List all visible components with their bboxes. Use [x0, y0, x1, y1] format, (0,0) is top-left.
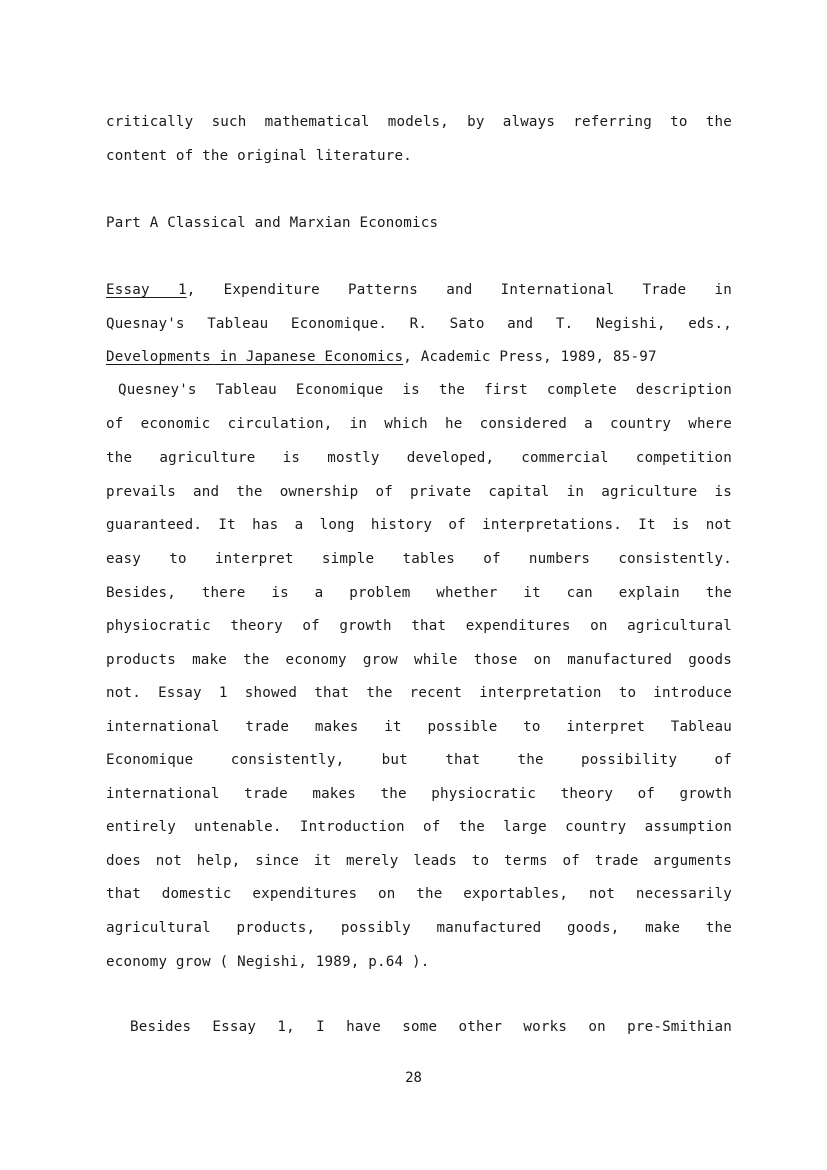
- body-line: easy to interpret simple tables of numbers consistently.: [106, 551, 732, 567]
- body-line: does not help, since it merely leads to terms of trade arguments: [106, 853, 732, 869]
- body-line: entirely untenable. Introduction of the large country assumption: [106, 819, 732, 835]
- body-line: international trade makes it possible to interpret Tableau: [106, 719, 732, 735]
- body-line: agricultural products, possibly manufactured goods, make the: [106, 920, 732, 936]
- intro-line-1: critically such mathematical models, by always referring to the: [106, 114, 732, 130]
- closing-line: Besides Essay 1, I have some other works on pre-Smithian: [130, 1019, 732, 1035]
- body-line: Quesney's Tableau Economique is the first complete description: [118, 382, 732, 398]
- book-title: Developments in Japanese Economics: [106, 349, 404, 365]
- body-line: products make the economy grow while those on manufactured goods: [106, 652, 732, 668]
- body-line: international trade makes the physiocratic theory of growth: [106, 786, 732, 802]
- body-line: guaranteed. It has a long history of interpretations. It is not: [106, 517, 732, 533]
- intro-line-2: content of the original literature.: [106, 148, 412, 164]
- body-line: physiocratic theory of growth that expenditures on agricultural: [106, 618, 732, 634]
- part-heading: Part A Classical and Marxian Economics: [106, 215, 439, 231]
- body-line: economy grow ( Negishi, 1989, p.64 ).: [106, 954, 430, 970]
- publisher-info: , Academic Press, 1989, 85-97: [403, 349, 657, 365]
- citation-line-1: [106, 280, 732, 300]
- body-line: Economique consistently, but that the possibility of: [106, 752, 732, 768]
- citation-line-2: Quesnay's Tableau Economique. R. Sato and T. Negishi, eds.,: [106, 316, 732, 332]
- page-number: 28: [405, 1070, 422, 1086]
- body-line: that domestic expenditures on the exportables, not necessarily: [106, 886, 732, 902]
- body-line: Besides, there is a problem whether it can explain the: [106, 585, 732, 601]
- body-line: not. Essay 1 showed that the recent interpretation to introduce: [106, 685, 732, 701]
- citation-title-part: , Expenditure Patterns and International Trade in: [186, 282, 732, 298]
- body-line: of economic circulation, in which he considered a country where: [106, 416, 732, 432]
- body-line: the agriculture is mostly developed, commercial competition: [106, 450, 732, 466]
- body-line: prevails and the ownership of private capital in agriculture is: [106, 484, 732, 500]
- essay-label: Essay 1: [106, 282, 187, 298]
- citation-line-3: [106, 347, 732, 367]
